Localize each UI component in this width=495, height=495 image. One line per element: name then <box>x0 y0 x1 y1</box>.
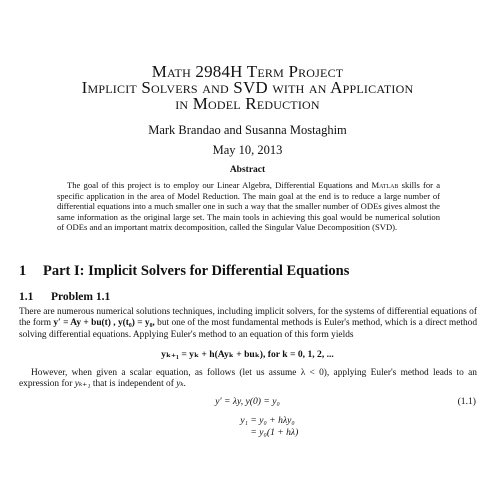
inline-ode-form: y′ = Ay + bu(t) , y(t₀) = y₀, <box>53 318 155 329</box>
section-number: 1 <box>19 263 27 279</box>
equation-number: (1.1) <box>457 396 476 407</box>
paragraph-2 <box>19 368 477 391</box>
equation-scalar: y′ = λy, y(0) = y₀ <box>215 396 280 407</box>
matlab-word: Matlab <box>371 180 399 190</box>
subsection-number: 1.1 <box>19 291 34 303</box>
abstract-text-part2: skills for a specific application in the area of Model Reduction. The main goal at the end is to reduce a large number of differential equations into a much smaller one in such a way that the smaller number of ODEs gives almost the same information as the original large set. The main tools in achieving this goal would be numerical solution of ODEs and an important matrix decomposition, called the Singular Value Decomposition (SVD). <box>57 180 441 233</box>
paragraph-1-text-a: There are numerous numerical solutions techniques, including implicit solvers, for the systems of differential equations of the form <box>19 307 477 329</box>
abstract-body <box>57 180 440 233</box>
abstract-text-part1: The goal of this project is to employ our Linear Algebra, Differential Equations and <box>67 180 369 190</box>
inline-ykp1: yₖ₊₁ <box>74 379 91 390</box>
section-title: Part I: Implicit Solvers for Differential Equations <box>43 263 350 279</box>
authors: Mark Brandao and Susanna Mostaghim <box>148 123 347 137</box>
subsection-heading <box>19 291 110 303</box>
aligned-row-1-lhs: y₁ <box>240 415 248 426</box>
aligned-row-2-rhs: = y₀(1 + hλ) <box>250 427 299 438</box>
title-line-3: in Model Reduction <box>175 94 320 113</box>
inline-yk: yₖ. <box>176 379 187 390</box>
subsection-title: Problem 1.1 <box>51 291 111 303</box>
title-line-2: Implicit Solvers and SVD with an Application <box>81 78 414 97</box>
paragraph-1 <box>19 307 477 341</box>
paragraph-2-text-b: that is independent of <box>92 379 174 390</box>
paragraph-1-text-b: but one of the most fundamental methods is Euler's method, which is a direct method solving differential equations. Applying Euler's method to an equation of this form yields <box>19 318 478 340</box>
paragraph-2-text-a: However, when given a scalar equation, as follows (let us assume λ < 0), applying Euler's method leads to an expression for <box>19 368 477 390</box>
abstract-heading: Abstract <box>229 165 266 175</box>
title-line-1: Math 2984H Term Project <box>151 62 344 81</box>
equation-euler: yₖ₊₁ = yₖ + h(Ayₖ + buₖ), for k = 0, 1, 2, ... <box>161 349 334 360</box>
aligned-row-1-rhs: = y₀ + hλy₀ <box>250 415 295 426</box>
aligned-row-1 <box>230 415 298 427</box>
aligned-equations <box>230 415 298 439</box>
aligned-row-2 <box>230 427 298 439</box>
date: May 10, 2013 <box>212 143 283 157</box>
section-heading <box>19 263 349 280</box>
